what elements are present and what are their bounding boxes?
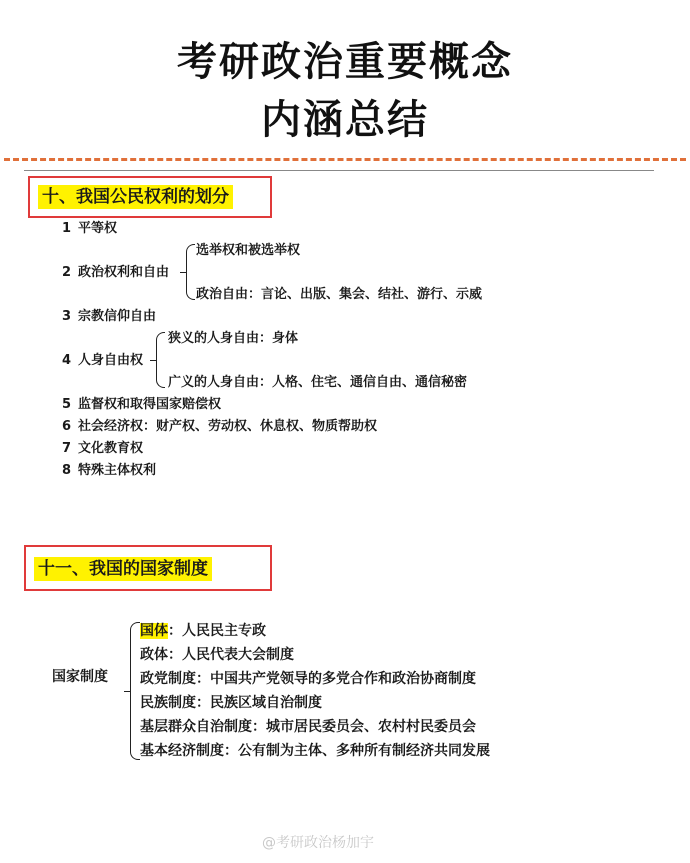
section-11-root: 国家制度 — [52, 669, 108, 685]
watermark: @考研政治杨加宇 — [262, 835, 374, 851]
brace — [186, 244, 195, 300]
list-item: 4 人身自由权 — [62, 353, 144, 368]
section-10-heading: 十、我国公民权利的划分 — [38, 185, 233, 209]
sub-item: 政治自由：言论、出版、集会、结社、游行、示威 — [196, 287, 483, 302]
list-item: 2 政治权利和自由 — [62, 265, 170, 280]
section-10-heading-box — [28, 176, 272, 218]
list-item: 民族制度：民族区域自治制度 — [140, 695, 322, 711]
list-item: 3 宗教信仰自由 — [62, 309, 157, 324]
list-item: 1 平等权 — [62, 221, 118, 236]
list-item: 基本经济制度：公有制为主体、多种所有制经济共同发展 — [140, 743, 490, 759]
thin-rule — [24, 170, 654, 171]
dashed-divider — [4, 158, 686, 161]
highlight-label: 国体 — [140, 623, 168, 639]
list-item: 8 特殊主体权利 — [62, 463, 157, 478]
list-item: 基层群众自治制度：城市居民委员会、农村村民委员会 — [140, 719, 476, 735]
sub-item: 广义的人身自由：人格、住宅、通信自由、通信秘密 — [168, 375, 468, 390]
section-11-heading: 十一、我国的国家制度 — [34, 557, 212, 581]
list-item: 6 社会经济权：财产权、劳动权、休息权、物质帮助权 — [62, 419, 378, 434]
brace — [130, 622, 140, 760]
sub-item: 选举权和被选举权 — [196, 243, 301, 258]
brace — [156, 332, 165, 388]
page-title-line2: 内涵总结 — [261, 97, 429, 143]
page-title-line1: 考研政治重要概念 — [177, 39, 513, 85]
sub-item: 狭义的人身自由：身体 — [168, 331, 299, 346]
list-item: 5 监督权和取得国家赔偿权 — [62, 397, 222, 412]
list-item: 政党制度：中国共产党领导的多党合作和政治协商制度 — [140, 671, 476, 687]
list-item: 政体：人民代表大会制度 — [140, 647, 294, 663]
list-item: 7 文化教育权 — [62, 441, 144, 456]
list-item: 国体：人民民主专政 — [140, 623, 266, 639]
section-11-heading-box — [24, 545, 272, 591]
